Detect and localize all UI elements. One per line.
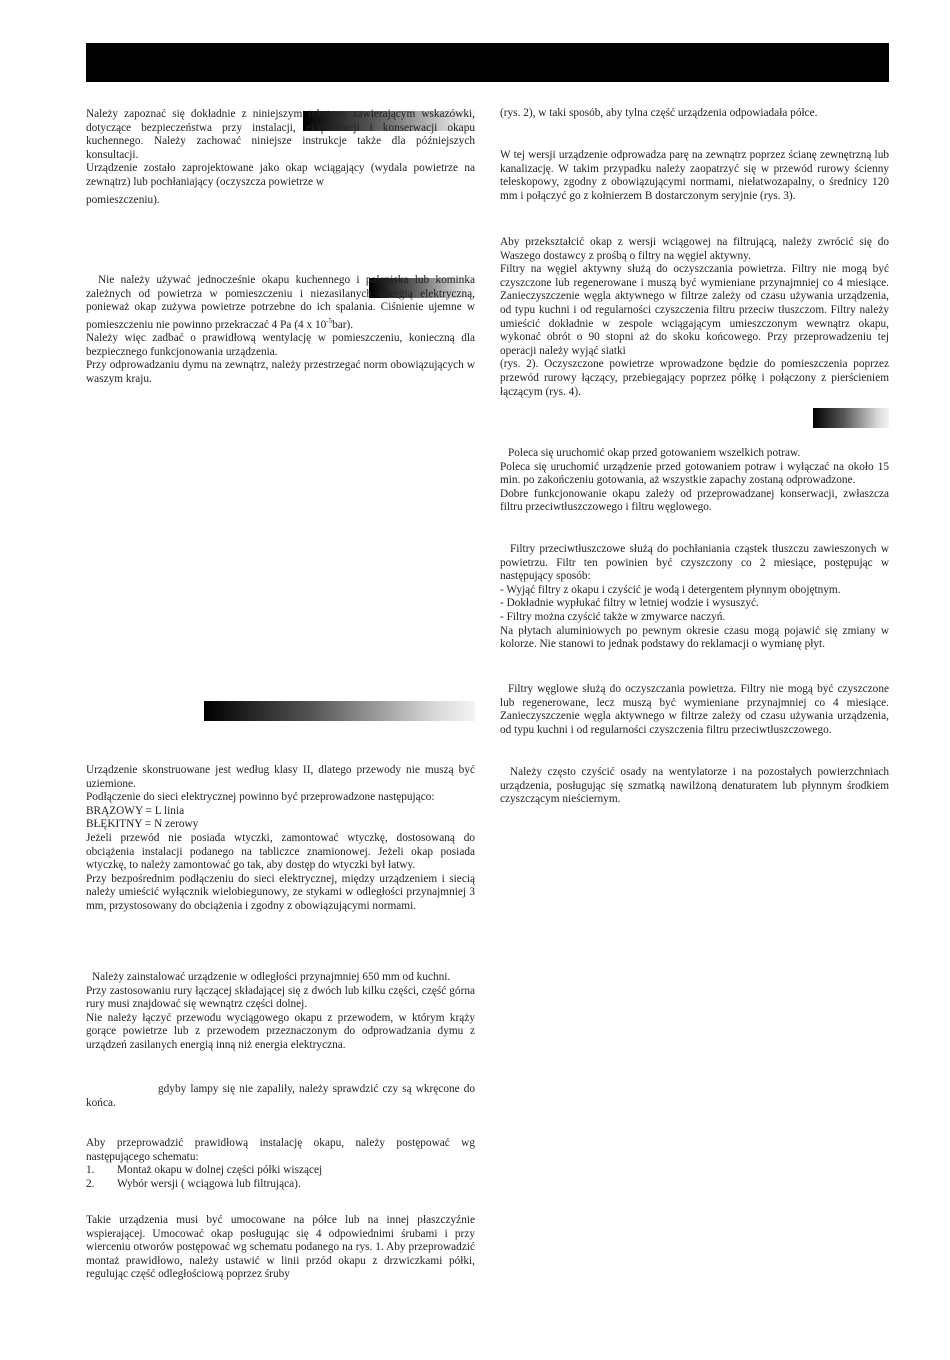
- safety-paragraph-2: Należy więc zadbać o prawidłową wentylację w pomieszczeniu, konieczną dla bezpiecznego funkcjonowania urządzenia.: [86, 332, 475, 358]
- exponent: -5: [326, 316, 333, 325]
- extraction-text: [500, 149, 889, 203]
- use-text: [500, 447, 889, 515]
- lamps-paragraph: gdyby lampy się nie zapaliły, należy sprawdzić czy są wkręcone do końca.: [86, 1083, 475, 1109]
- filtering-paragraph-3: (rys. 2). Oczyszczone powietrze wprowadzone będzie do pomieszczenia poprzez przewód rurowy łączący, przebiegający poprzez półkę i połączony z pierścieniem łączącym (rys. 4).: [500, 358, 889, 398]
- filtering-text: [500, 236, 889, 399]
- electrical-text: [86, 764, 475, 914]
- fixing-paragraph: Takie urządzenia musi być umocowane na półce lub na innej płaszczyźnie wspierającej. Umocować okap posługując się 4 odpowiednimi śrubami i przy wierceniu otworów postępować wg schematu podanego na rys. 1. Aby przeprowadzić montaż prawidłowo, należy ustawić w linii przód okapu z drzwiczkami półki, regulując część odległościową poprzez śruby: [86, 1214, 475, 1281]
- installation-steps: [86, 1164, 475, 1191]
- carbon-filter-text: [500, 683, 889, 737]
- lamps-note: [86, 1083, 475, 1110]
- safety-paragraph-1: [86, 274, 475, 332]
- installation-intro: [86, 1137, 475, 1191]
- wire-brown: BRĄZOWY = L linia: [86, 804, 185, 817]
- use-paragraph-2: Poleca się uruchomić urządzenie przed gotowaniem potraw i wyłączać na około 15 min. po zakończeniu gotowania, aż wszystkie zapachy zostaną odprowadzone.: [500, 460, 889, 487]
- intro-text: [86, 108, 475, 209]
- use-paragraph-3: Dobre funkcjonowanie okapu zależy od przeprowadzanej konserwacji, zwłaszcza filtru przeciwtłuszczowego i filtru węglowego.: [500, 487, 889, 514]
- mounting-notes: [86, 971, 475, 1053]
- wire-blue: BŁĘKITNY = N zerowy: [86, 818, 199, 831]
- grease-paragraph-1: Filtry przeciwtłuszczowe służą do pochłaniania cząstek tłuszczu zawieszonych w powietrzu. Filtr ten powinien być czyszczony co 2 miesiące, postępując w następujący sposób:: [500, 543, 889, 583]
- section-marker-installation: [204, 701, 475, 721]
- grease-step-3: - Filtry można czyścić także w zmywarce naczyń.: [500, 610, 726, 623]
- unit-bar: bar).: [332, 318, 354, 331]
- extraction-paragraph: W tej wersji urządzenie odprowadza parę na zewnątrz poprzez ścianę zewnętrzną lub kanalizację. W takim przypadku należy zaopatrzyć się w przewód rurowy ścienny teleskopowy, zgodny z obowiązującymi normami, niełatwozapalny, o średnicy 120 mm i połączyć go z kołnierzem B dostarczonym seryjnie (rys. 3).: [500, 149, 889, 202]
- cleaning-text: [500, 766, 889, 807]
- step-text: Wybór wersji ( wciągowa lub filtrująca).: [117, 1177, 301, 1190]
- intro-paragraph-1: Należy zapoznać się dokładnie z niniejszym tekstem, zawierającym wskazówki, dotyczące bezpieczeństwa przy instalacji, eksploatacji i konserwacji okapu kuchennego. Należy zachować niniejsze instrukcje także dla późniejszych konsultacji.: [86, 108, 475, 161]
- installation-intro-paragraph: Aby przeprowadzić prawidłową instalację okapu, należy postępować wg następującego schematu:: [86, 1137, 475, 1163]
- safety-paragraph-3: Przy odprowadzaniu dymu na zewnątrz, należy przestrzegać norm obowiązujących w waszym kraju.: [86, 359, 475, 385]
- filtering-paragraph-1: Aby przekształcić okap z wersji wciągowej na filtrującą, należy zwrócić się do Waszego dostawcy z prośbą o filtry na węgiel aktywny.: [500, 236, 889, 262]
- installation-step: [86, 1164, 475, 1178]
- safety-paragraph-1-text: Nie należy używać jednocześnie okapu kuchennego i paleniska lub kominka zależnych od powietrza w pomieszczeniu i niezasilanych energią elektryczną, ponieważ okap zużywa powietrze potrzebne do ich spalania. Ciśnienie ujemne w pomieszczeniu nie powinno przekraczać 4 Pa (4 x 10: [86, 274, 475, 331]
- grease-filter-text: [500, 543, 889, 652]
- use-paragraph-1: Poleca się uruchomić okap przed gotowaniem wszelkich potraw.: [508, 447, 801, 459]
- cleaning-paragraph: Należy często czyścić osady na wentylatorze i na pozostałych powierzchniach urządzenia, posługując się szmatką nawilżoną denaturatem lub płynnym środkiem czyszczącym nieściernym.: [500, 766, 889, 806]
- carbon-paragraph: Filtry węglowe służą do oczyszczania powietrza. Filtry nie mogą być czyszczone lub regenerowane, lecz muszą być wymieniane przynajmniej co 4 miesiące. Zanieczyszczenie węgla aktywnego w filtrze zależy od czasu używania urządzenia, od typu kuchni i od regularności czyszczenia filtru przeciwtłuszczowego.: [500, 683, 889, 736]
- electrical-paragraph-3: Jeżeli przewód nie posiada wtyczki, zamontować wtyczkę, dostosowaną do obciążenia instalacji podanego na tabliczce znamionowej. Jeżeli okap posiada wtyczkę, to należy zamontować go tak, aby dostęp do wtyczki był łatwy.: [86, 831, 475, 872]
- step-number: 1.: [86, 1164, 95, 1177]
- section-marker-use: [813, 408, 889, 428]
- installation-step: [86, 1178, 475, 1192]
- step-text: Montaż okapu w dolnej części półki wiszącej: [117, 1164, 323, 1177]
- electrical-paragraph-2: Podłączenie do sieci elektrycznej powinno być przeprowadzone następująco:: [86, 791, 435, 804]
- grease-step-2: - Dokładnie wypłukać filtry w letniej wodzie i wysuszyć.: [500, 597, 759, 610]
- mounting-note-3: Nie należy łączyć przewodu wyciągowego okapu z przewodem, w którym krąży gorące powietrze lub z przewodem przeznaczonym do odprowadzania dymu z urządzeń zasilanych energią inną niż energia elektryczna.: [86, 1011, 475, 1051]
- intro-paragraph-3: pomieszczeniu).: [86, 193, 160, 206]
- step-number: 2.: [86, 1177, 95, 1190]
- mounting-note-2: Przy zastosowaniu rury łączącej składającej się z dwóch lub kilku części, część górna rury musi znajdować się wewnątrz części dolnej.: [86, 984, 475, 1011]
- safety-text: [86, 274, 475, 387]
- fixing-continued: [500, 107, 889, 121]
- electrical-paragraph-4: Przy bezpośrednim podłączeniu do sieci elektrycznej, między urządzeniem i siecią należy umieścić wyłącznik wielobiegunowy, ze stykami w odległości przynajmniej 3 mm, przystosowany do obciążenia i zgodny z obowiązującymi normami.: [86, 872, 475, 912]
- header-bar: [86, 43, 889, 82]
- grease-paragraph-2: Na płytach aluminiowych po pewnym okresie czasu mogą pojawić się zmiany w kolorze. Nie stanowi to jednak podstawy do reklamacji o wymianę płyt.: [500, 624, 889, 651]
- electrical-paragraph-1: Urządzenie skonstruowane jest według klasy II, dlatego przewody nie muszą być uziemione.: [86, 764, 475, 790]
- filtering-paragraph-2: Filtry na węgiel aktywny służą do oczyszczania powietrza. Filtry nie mogą być czyszczone lub regenerowane i muszą być wymieniane przynajmniej co 4 miesiące. Zanieczyszczenie węgla aktywnego w filtrze zależy od czasu używania urządzenia, od typu kuchni i od regularności czyszczenia filtru przeciw tłuszczom. Filtry należy umieścić dokładnie w zespole wciągającym umieszczonym wewnątrz okapu, wykonać obrót o 90 stopni aż do skoku końcowego. Przy przeprowadzeniu tej operacji należy wyjąć siatki: [500, 263, 889, 357]
- fixing-continued-paragraph: (rys. 2), w taki sposób, aby tylna część urządzenia odpowiadała półce.: [500, 107, 818, 119]
- fixing-text: [86, 1214, 475, 1282]
- grease-step-1: - Wyjąć filtry z okapu i czyścić je wodą i detergentem płynnym obojętnym.: [500, 583, 841, 596]
- mounting-note-1: Należy zainstalować urządzenie w odległości przynajmniej 650 mm od kuchni.: [92, 971, 451, 983]
- intro-paragraph-2: Urządzenie zostało zaprojektowane jako okap wciągający (wydala powietrze na zewnątrz) lub pochłaniający (oczyszcza powietrze w: [86, 162, 475, 188]
